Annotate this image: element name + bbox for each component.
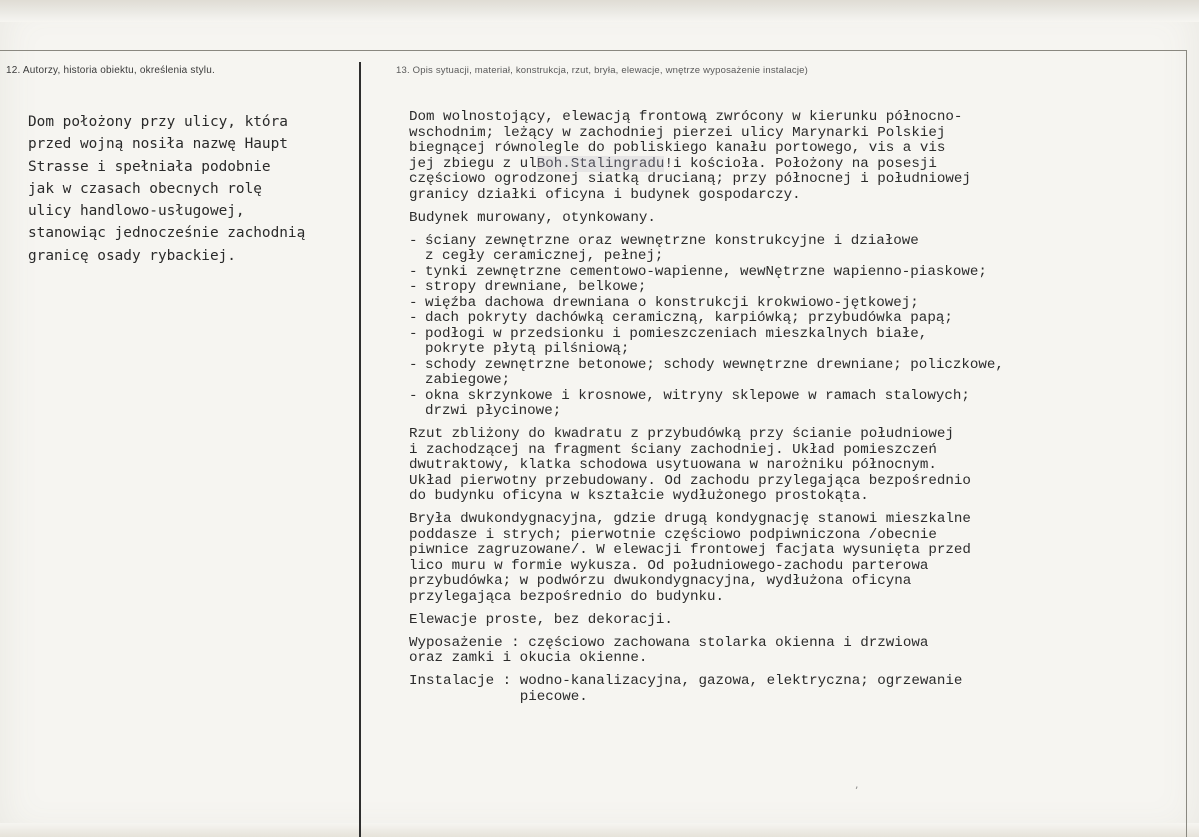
text-line: wschodnim; leżący w zachodniej pierzei ulicy Marynarki Polskiej xyxy=(409,124,946,141)
list-item xyxy=(409,280,1149,296)
text-line: stropy drewniane, belkowe; xyxy=(425,279,647,295)
dash-bullet: - xyxy=(409,232,418,249)
materials-list xyxy=(409,234,1149,420)
history-line: Strasse i spełniała podobnie xyxy=(28,158,271,175)
text-line: przylegająca bezpośrednio do budynku. xyxy=(409,588,725,605)
text-span: i kościoła. Położony na posesji xyxy=(672,155,937,172)
text-line: podłogi w przedsionku i pomieszczeniach mieszkalnych białe, xyxy=(425,325,928,342)
dash-bullet: - xyxy=(409,279,418,295)
text-line: dach pokryty dachówką ceramiczną, karpiówką; przybudówka papą; xyxy=(425,310,953,326)
text-line: Budynek murowany, otynkowany. xyxy=(409,209,656,226)
text-line xyxy=(409,157,1149,173)
equipment-continuation xyxy=(409,651,1149,667)
text-line: biegnącej równolegle do pobliskiego kanału portowego, vis a vis xyxy=(409,140,946,156)
text-line: piwnice zagruzowane/. W elewacji frontowej facjata wysunięta przed xyxy=(409,542,971,558)
text-line: Układ pierwotny przebudowany. Od zachodu przylegająca bezpośrednio xyxy=(409,472,971,489)
text-line: Rzut zbliżony do kwadratu z przybudówką przy ścianie południowej xyxy=(409,426,954,442)
section-12-heading: 12. Autorzy, historia obiektu, określenia stylu. xyxy=(6,65,215,76)
text-line: zabiegowe; xyxy=(425,372,511,388)
dash-bullet: - xyxy=(409,325,418,342)
column-divider xyxy=(359,62,361,837)
plan-paragraph xyxy=(409,427,1149,505)
equipment-label: Wyposażenie : xyxy=(409,634,529,651)
dash-bullet: - xyxy=(409,356,418,373)
history-line: granicę osady rybackiej. xyxy=(28,247,236,264)
text-line: oraz zamki i okucia okienne. xyxy=(409,650,648,666)
history-line: jak w czasach obecnych rolę xyxy=(28,180,262,197)
form-frame-right-rule xyxy=(1186,50,1187,837)
text-line: częściowo ogrodzonej siatką drucianą; przy północnej i południowej xyxy=(409,171,971,187)
dash-bullet: - xyxy=(409,263,418,280)
massing-paragraph xyxy=(409,512,1149,605)
list-item xyxy=(409,327,1149,358)
text-line: granicy działki oficyna i budynek gospodarczy. xyxy=(409,186,801,203)
history-line: Dom położony przy ulicy, która xyxy=(28,114,288,130)
text-line: z cegły ceramicznej, pełnej; xyxy=(425,248,664,264)
text-line: dwutraktowy, klatka schodowa usytuowana w narożniku północnym. xyxy=(409,457,937,473)
location-paragraph xyxy=(409,110,1149,203)
facades-paragraph xyxy=(409,613,1149,629)
text-line: Dom wolnostojący, elewacją frontową zwrócony w kierunku północno- xyxy=(409,109,963,125)
text-line: tynki zewnętrzne cementowo-wapienne, wewNętrzne wapienno-piaskowe; xyxy=(425,263,987,280)
list-item xyxy=(409,358,1149,389)
list-item xyxy=(409,389,1149,420)
history-line: stanowiąc jednocześnie zachodnią xyxy=(28,225,306,242)
text-line: drzwi płycinowe; xyxy=(425,403,562,419)
dash-bullet: - xyxy=(409,294,418,311)
text-line: ściany zewnętrzne oraz wewnętrzne konstrukcyjne i działowe xyxy=(425,232,919,249)
history-line: ulicy handlowo-usługowej, xyxy=(28,203,245,220)
pencil-mark: ’ xyxy=(855,786,859,797)
section-13-heading: 13. Opis sytuacji, materiał, konstrukcja, rzut, bryła, elewacje, wnętrze wyposażenie instalacje) xyxy=(396,65,809,76)
text-line: schody zewnętrzne betonowe; schody wewnętrzne drewniane; policzkowe, xyxy=(425,356,1004,373)
installations-label: Instalacje : xyxy=(409,673,520,689)
history-text xyxy=(28,111,348,267)
text-line: poddasze i strych; pierwotnie częściowo podpiwniczona /obecnie xyxy=(409,526,937,543)
text-line: więźba dachowa drewniana o konstrukcji krokwiowo-jętkowej; xyxy=(425,294,919,311)
text-line: wodno-kanalizacyjna, gazowa, elektryczna; ogrzewanie xyxy=(519,673,963,689)
paper-bottom-edge xyxy=(0,823,1199,837)
text-line: przybudówka; w podwórzu dwukondygnacyjna, wydłużona oficyna xyxy=(409,573,912,589)
text-line: częściowo zachowana stolarka okienna i drzwiowa xyxy=(528,634,929,651)
stamp-mark: ! xyxy=(664,155,673,172)
list-item xyxy=(409,311,1149,327)
list-item xyxy=(409,265,1149,281)
dash-bullet: - xyxy=(409,387,418,404)
text-line: do budynku oficyna w kształcie wydłużonego prostokąta. xyxy=(409,488,869,504)
form-frame-top-rule xyxy=(0,50,1186,51)
history-line: przed wojną nosiła nazwę Haupt xyxy=(28,136,288,153)
text-line: okna skrzynkowe i krosnowe, witryny sklepowe w ramach stalowych; xyxy=(425,387,970,404)
street-name-stamp: Boh.Stalingradu xyxy=(536,155,665,172)
text-line: Bryła dwukondygnacyjna, gdzie drugą kondygnację stanowi mieszkalne xyxy=(409,511,971,527)
dash-bullet: - xyxy=(409,310,418,326)
installations-paragraph xyxy=(409,674,1149,705)
equipment-paragraph xyxy=(409,636,1149,652)
text-line: pokryte płytą pilśniową; xyxy=(425,341,630,357)
description-text xyxy=(409,110,1149,713)
text-line: lico muru w formie wykusza. Od południowego-zachodu parterowa xyxy=(409,557,929,574)
text-line: i zachodzącej na fragment ściany zachodniej. Układ pomieszczeń xyxy=(409,441,937,458)
text-line: piecowe. xyxy=(519,688,588,705)
text-span: jej zbiegu z ul xyxy=(409,155,537,172)
list-item xyxy=(409,234,1149,265)
paper-top-edge xyxy=(0,0,1199,22)
building-paragraph xyxy=(409,211,1149,227)
text-line: Elewacje proste, bez dekoracji. xyxy=(409,611,673,628)
list-item xyxy=(409,296,1149,312)
